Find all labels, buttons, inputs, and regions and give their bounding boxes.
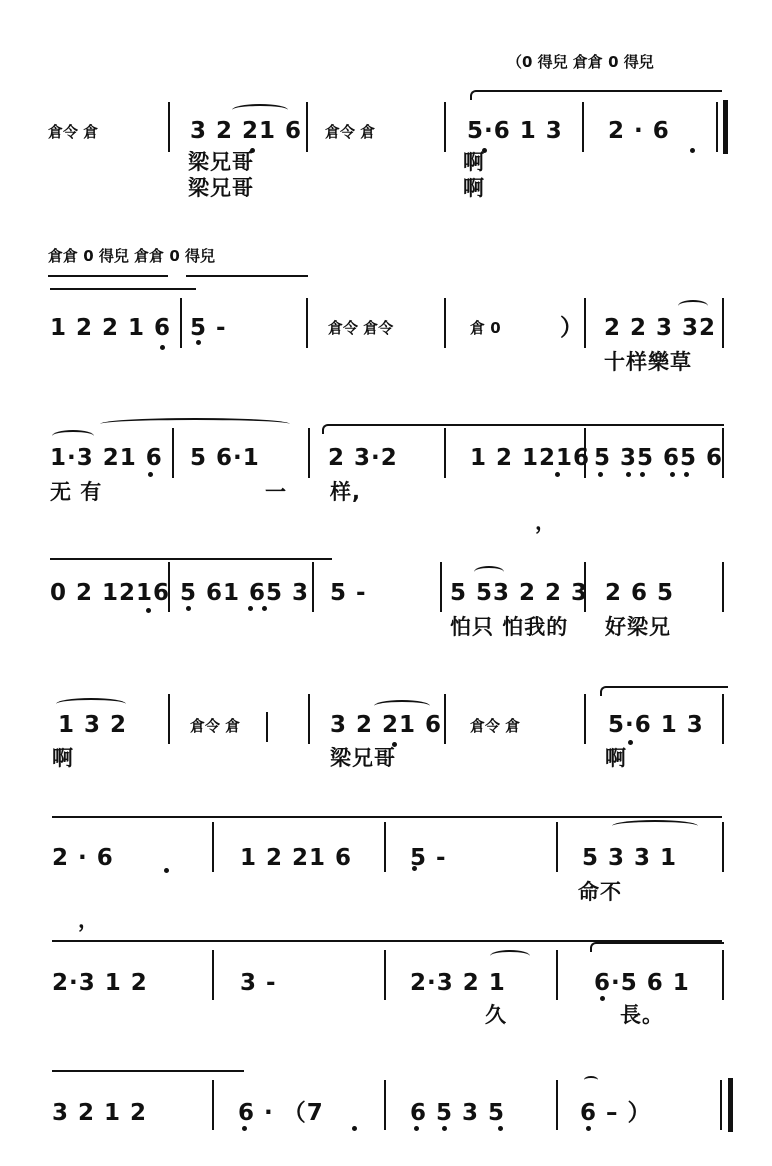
barline (212, 822, 214, 872)
lyric-text: 无 有 (50, 480, 103, 504)
barline (722, 694, 724, 744)
slur (474, 566, 504, 578)
barline (582, 102, 584, 152)
notation-text: 1 2 2 1 6 (50, 315, 172, 341)
octave-dot (186, 606, 191, 611)
percussion-text: 倉令 倉 (325, 123, 376, 141)
lyric-text: 好梁兄 (605, 615, 671, 639)
barline (716, 102, 718, 152)
notation-text: 5 3 3 1 (582, 845, 678, 871)
notation-text: 6 · （7 (238, 1100, 324, 1126)
octave-dot (498, 1126, 503, 1131)
barline (308, 694, 310, 744)
barline (556, 822, 558, 872)
notation-text: 6·5 6 1 (594, 970, 690, 996)
bracket-line (50, 558, 332, 560)
percussion-text: 倉 0 (470, 319, 501, 337)
slur (678, 300, 708, 312)
notation-text: 3 2 21 6 (190, 118, 303, 144)
lyric-text: 怕只 怕我的 (450, 615, 569, 639)
lyric-text: 久 (485, 1003, 507, 1027)
percussion-text: （0 得兒 倉倉 0 得兒 (507, 53, 654, 71)
slur (612, 820, 698, 832)
notation-text: 2 6 5 (605, 580, 675, 606)
notation-text: 2 · 6 (52, 845, 114, 871)
notation-text: 6 5 3 5 (410, 1100, 506, 1126)
slur (232, 104, 288, 116)
octave-dot (248, 606, 253, 611)
lyric-text: 長。 (620, 1003, 664, 1027)
barline (180, 298, 182, 348)
octave-dot (598, 472, 603, 477)
notation-text: 1 3 2 (58, 712, 128, 738)
slur (374, 700, 430, 712)
notation-text: 5·6 1 3 (608, 712, 704, 738)
barline (722, 298, 724, 348)
notation-text: 5 53 2 2 3 (450, 580, 589, 606)
lyric-text: 啊 (52, 746, 74, 770)
notation-text: 5 61 65 3 (180, 580, 310, 606)
notation-text: 2 3·2 (328, 445, 398, 471)
octave-dot (148, 472, 153, 477)
percussion-text: 倉令 倉 (48, 123, 99, 141)
bracket-line (52, 1070, 244, 1072)
notation-text: 2·3 2 1 (410, 970, 506, 996)
notation-text: 0 2 1216 (50, 580, 171, 606)
octave-dot (690, 148, 695, 153)
octave-dot (414, 1126, 419, 1131)
barline (556, 950, 558, 1000)
notation-text: 6 – ） (580, 1100, 652, 1126)
bracket (322, 424, 724, 434)
underline (186, 275, 308, 277)
barline (212, 1080, 214, 1130)
notation-text: 1 2 1216 (470, 445, 591, 471)
barline (584, 298, 586, 348)
notation-text: 1 2 21 6 (240, 845, 353, 871)
notation-text: 5 - (410, 845, 447, 871)
notation-text: 5·6 1 3 (467, 118, 563, 144)
notation-text: ） (560, 315, 584, 341)
octave-dot (242, 1126, 247, 1131)
lyric-text: 命不 (578, 880, 622, 904)
notation-text: 3 2 21 6 (330, 712, 443, 738)
octave-dot (626, 472, 631, 477)
octave-dot (160, 345, 165, 350)
slur (56, 698, 126, 710)
octave-dot (164, 868, 169, 873)
barline (212, 950, 214, 1000)
barline (584, 694, 586, 744)
octave-dot (640, 472, 645, 477)
lyric-text: 一 (265, 480, 287, 504)
barline (306, 102, 308, 152)
barline (722, 562, 724, 612)
lyric-text: ， (535, 510, 557, 534)
lyric-text: 梁兄哥 (188, 150, 254, 174)
barline (384, 950, 386, 1000)
barline (444, 428, 446, 478)
barline (556, 1080, 558, 1130)
bracket (590, 942, 724, 952)
lyric-text: 啊 (463, 150, 485, 174)
lyric-text: 啊 (463, 176, 485, 200)
barline (266, 712, 268, 742)
octave-dot (628, 740, 633, 745)
percussion-text: 倉令 倉令 (328, 319, 394, 337)
notation-text: 5 6·1 (190, 445, 260, 471)
lyric-text: 梁兄哥 (188, 176, 254, 200)
slur (100, 418, 290, 430)
octave-dot (684, 472, 689, 477)
slur (52, 430, 94, 442)
percussion-text: 倉令 倉 (470, 717, 521, 735)
notation-text: 1·3 21 6 (50, 445, 163, 471)
lyric-text: 十样樂草 (604, 350, 692, 374)
notation-text: 5 35 65 6 (594, 445, 724, 471)
barline (440, 562, 442, 612)
barline-final (728, 1078, 733, 1132)
notation-text: 2 2 3 32 (604, 315, 717, 341)
barline-thick (723, 100, 728, 154)
barline (168, 694, 170, 744)
barline (172, 428, 174, 478)
percussion-text: 倉倉 0 得兒 倉倉 0 得兒 (48, 247, 215, 265)
notation-text: 3 2 1 2 (52, 1100, 148, 1126)
barline (722, 950, 724, 1000)
barline (444, 694, 446, 744)
barline (384, 822, 386, 872)
bracket-line (52, 816, 722, 818)
notation-text: 2·3 1 2 (52, 970, 148, 996)
octave-dot (352, 1126, 357, 1131)
barline (312, 562, 314, 612)
octave-dot (600, 996, 605, 1001)
barline (720, 1080, 722, 1130)
fermata (584, 1076, 598, 1084)
notation-text: 5 - (190, 315, 227, 341)
barline (722, 822, 724, 872)
notation-text: 3 - (240, 970, 277, 996)
lyric-text: 梁兄哥 (330, 746, 396, 770)
barline (444, 102, 446, 152)
underline (48, 275, 168, 277)
octave-dot (442, 1126, 447, 1131)
bracket (600, 686, 728, 696)
barline (308, 428, 310, 478)
barline (168, 102, 170, 152)
barline (384, 1080, 386, 1130)
octave-dot (146, 608, 151, 613)
lyric-text: 样, (330, 480, 361, 504)
slur (490, 950, 530, 962)
octave-dot (670, 472, 675, 477)
octave-dot (262, 606, 267, 611)
lyric-text: ， (78, 908, 100, 932)
notation-text: 5 - (330, 580, 367, 606)
notation-text: 2 · 6 (608, 118, 670, 144)
octave-dot (555, 472, 560, 477)
barline (444, 298, 446, 348)
octave-dot (586, 1126, 591, 1131)
lyric-text: 啊 (605, 746, 627, 770)
bracket (470, 90, 722, 100)
barline (306, 298, 308, 348)
percussion-text: 倉令 倉 (190, 717, 241, 735)
bracket-line (50, 288, 196, 290)
